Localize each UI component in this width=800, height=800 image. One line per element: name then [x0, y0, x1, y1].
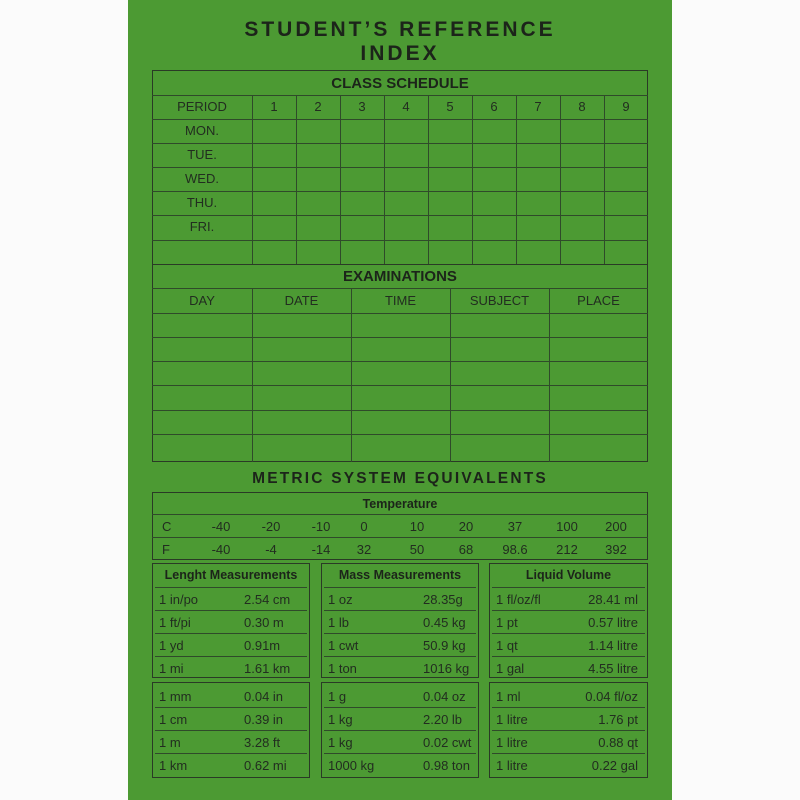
period-number: 4 [402, 99, 410, 114]
period-number: 3 [358, 99, 366, 114]
grid-line [152, 288, 648, 289]
mass-unit: 1000 kg [328, 758, 375, 773]
liquid-equivalent: 0.22 gal [591, 758, 638, 773]
exam-column-header: SUBJECT [469, 293, 530, 308]
liquid-unit: 1 qt [496, 638, 518, 653]
fahrenheit-value: -14 [311, 542, 331, 557]
mass-unit: 1 g [328, 689, 347, 704]
grid-line [152, 143, 648, 144]
mass-equivalent: 28.35g [423, 592, 463, 607]
card-title: STUDENT’S REFERENCE [244, 18, 556, 41]
grid-line [560, 95, 561, 264]
day-label: FRI. [189, 219, 215, 234]
celsius-value: 10 [409, 519, 425, 534]
grid-line [152, 410, 648, 411]
length-equivalent: 0.39 in [244, 712, 284, 727]
fahrenheit-value: 212 [556, 542, 578, 557]
grid-line [492, 633, 645, 634]
grid-line [152, 167, 648, 168]
length-equivalent: 1.61 km [244, 661, 291, 676]
liquid-equivalent: 28.41 ml [588, 592, 638, 607]
fahrenheit-label: F [162, 542, 170, 557]
mass-unit: 1 cwt [328, 638, 359, 653]
celsius-label: C [162, 519, 172, 534]
grid-line [152, 119, 648, 120]
liquid-unit: 1 pt [496, 615, 518, 630]
class-schedule-title: CLASS SCHEDULE [331, 75, 469, 92]
length-unit: 1 in/po [159, 592, 199, 607]
mass-equivalent: 2.20 lb [423, 712, 463, 727]
grid-line [492, 707, 645, 708]
grid-line [155, 753, 307, 754]
grid-line [152, 191, 648, 192]
length-title: Lenght Measurements [164, 568, 298, 582]
liquid-equivalent: 1.76 pt [598, 712, 638, 727]
grid-line [324, 610, 476, 611]
mass-equivalent: 50.9 kg [423, 638, 466, 653]
period-number: 2 [314, 99, 322, 114]
mass-equivalent: 0.98 ton [423, 758, 470, 773]
grid-line [252, 95, 253, 264]
period-number: 1 [270, 99, 278, 114]
liquid-unit: 1 litre [496, 758, 528, 773]
period-number: 8 [578, 99, 586, 114]
celsius-value: -10 [311, 519, 331, 534]
fahrenheit-value: 68 [458, 542, 474, 557]
fahrenheit-value: 50 [409, 542, 425, 557]
liquid-unit: 1 fl/oz/fl [496, 592, 541, 607]
grid-line [492, 753, 645, 754]
mass-equivalent: 0.45 kg [423, 615, 466, 630]
grid-line [492, 610, 645, 611]
period-label: PERIOD [177, 99, 227, 114]
reference-card [128, 0, 672, 800]
grid-line [472, 95, 473, 264]
grid-line [155, 587, 307, 588]
period-number: 9 [622, 99, 630, 114]
exam-column-header: DAY [189, 293, 215, 308]
grid-line [152, 514, 648, 515]
grid-line [428, 95, 429, 264]
day-label: WED. [185, 171, 219, 186]
grid-line [351, 288, 352, 462]
grid-line [324, 656, 476, 657]
grid-line [152, 215, 648, 216]
grid-line [152, 361, 648, 362]
fahrenheit-value: -4 [265, 542, 277, 557]
grid-line [340, 95, 341, 264]
mass-equivalent: 1016 kg [423, 661, 470, 676]
grid-line [155, 633, 307, 634]
celsius-value: 100 [556, 519, 578, 534]
mass-unit: 1 lb [328, 615, 349, 630]
metric-title: METRIC SYSTEM EQUIVALENTS [252, 470, 548, 487]
day-label: THU. [186, 195, 218, 210]
length-unit: 1 ft/pi [159, 615, 191, 630]
celsius-value: 37 [507, 519, 523, 534]
exam-column-header: DATE [284, 293, 319, 308]
grid-line [152, 95, 648, 96]
mass-unit: 1 oz [328, 592, 353, 607]
length-unit: 1 cm [159, 712, 188, 727]
grid-line [155, 610, 307, 611]
grid-line [152, 313, 648, 314]
grid-line [492, 656, 645, 657]
fahrenheit-value: 32 [356, 542, 372, 557]
grid-line [152, 385, 648, 386]
grid-line [384, 95, 385, 264]
grid-line [324, 707, 476, 708]
length-equivalent: 3.28 ft [244, 735, 281, 750]
length-equivalent: 0.30 m [244, 615, 284, 630]
length-unit: 1 m [159, 735, 181, 750]
liquid-unit: 1 ml [496, 689, 521, 704]
mass-title: Mass Measurements [338, 568, 462, 582]
length-equivalent: 0.04 in [244, 689, 284, 704]
fahrenheit-value: -40 [211, 542, 231, 557]
day-label: MON. [185, 123, 219, 138]
mass-unit: 1 kg [328, 735, 353, 750]
grid-line [296, 95, 297, 264]
grid-line [152, 434, 648, 435]
grid-line [492, 587, 645, 588]
liquid-equivalent: 0.04 fl/oz [585, 689, 638, 704]
mass-equivalent: 0.02 cwt [423, 735, 472, 750]
mass-unit: 1 kg [328, 712, 353, 727]
grid-line [516, 95, 517, 264]
examinations-title: EXAMINATIONS [343, 268, 457, 285]
day-label: TUE. [187, 147, 217, 162]
grid-line [152, 240, 648, 241]
mass-equivalent: 0.04 oz [423, 689, 466, 704]
period-number: 6 [490, 99, 498, 114]
grid-line [604, 95, 605, 264]
fahrenheit-value: 98.6 [502, 542, 528, 557]
grid-line [155, 656, 307, 657]
length-unit: 1 yd [159, 638, 184, 653]
liquid-unit: 1 gal [496, 661, 525, 676]
liquid-unit: 1 litre [496, 735, 528, 750]
celsius-value: 200 [605, 519, 627, 534]
liquid-title: Liquid Volume [525, 568, 612, 582]
celsius-value: -20 [261, 519, 281, 534]
length-equivalent: 2.54 cm [244, 592, 291, 607]
grid-line [155, 707, 307, 708]
length-equivalent: 0.62 mi [244, 758, 287, 773]
grid-line [549, 288, 550, 462]
length-unit: 1 mm [159, 689, 192, 704]
grid-line [324, 587, 476, 588]
card-subtitle: INDEX [360, 42, 440, 65]
length-unit: 1 mi [159, 661, 184, 676]
period-number: 7 [534, 99, 542, 114]
grid-line [152, 337, 648, 338]
grid-line [492, 730, 645, 731]
celsius-value: 0 [360, 519, 368, 534]
grid-line [155, 730, 307, 731]
grid-line [252, 288, 253, 462]
mass-unit: 1 ton [328, 661, 357, 676]
grid-line [324, 730, 476, 731]
grid-line [450, 288, 451, 462]
fahrenheit-value: 392 [605, 542, 627, 557]
exam-column-header: TIME [384, 293, 417, 308]
period-number: 5 [446, 99, 454, 114]
length-equivalent: 0.91m [244, 638, 281, 653]
exam-column-header: PLACE [577, 293, 620, 308]
liquid-equivalent: 4.55 litre [588, 661, 638, 676]
liquid-equivalent: 1.14 litre [588, 638, 638, 653]
liquid-equivalent: 0.57 litre [588, 615, 638, 630]
celsius-value: -40 [211, 519, 231, 534]
grid-line [324, 753, 476, 754]
liquid-unit: 1 litre [496, 712, 528, 727]
grid-line [152, 537, 648, 538]
length-unit: 1 km [159, 758, 188, 773]
temperature-title: Temperature [362, 497, 438, 511]
liquid-equivalent: 0.88 qt [598, 735, 638, 750]
grid-line [324, 633, 476, 634]
celsius-value: 20 [458, 519, 474, 534]
